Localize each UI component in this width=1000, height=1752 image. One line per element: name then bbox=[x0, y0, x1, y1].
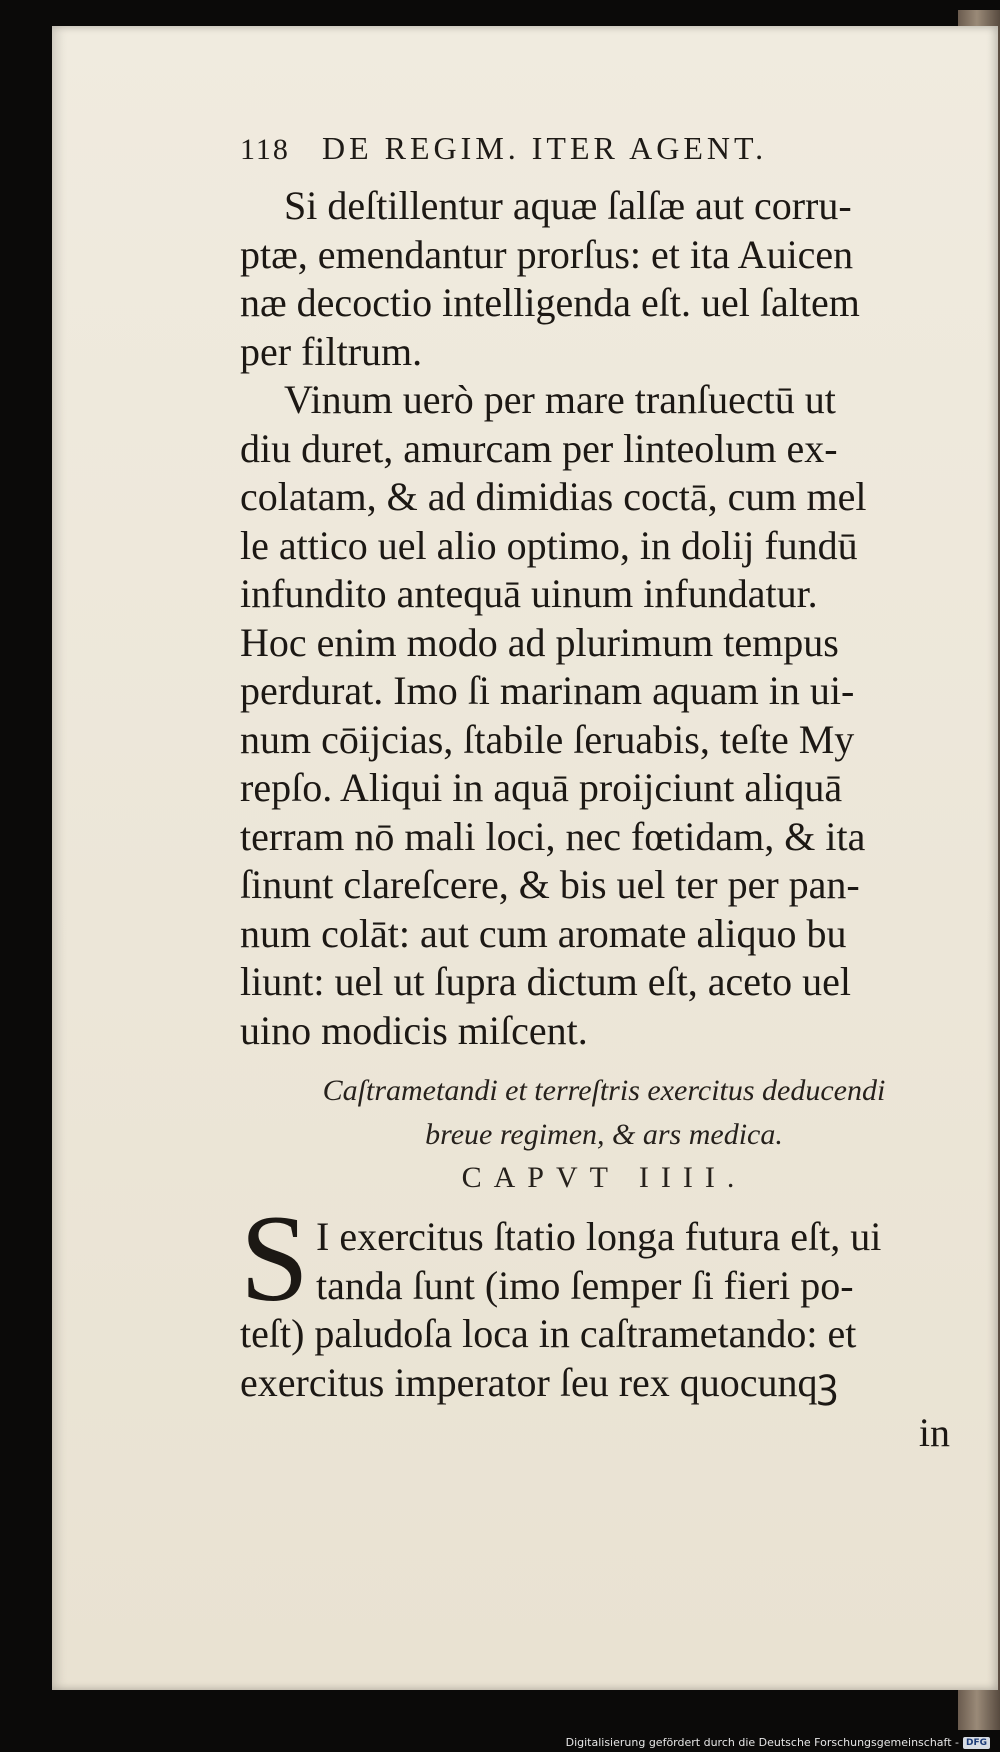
text-line: tanda ſunt (imo ſemper ſi fieri po- bbox=[316, 1262, 854, 1308]
running-title: DE REGIM. ITER AGENT. bbox=[322, 130, 768, 166]
text-line: Si deſtillentur aquæ ſalſæ aut corru- bbox=[284, 183, 852, 228]
text-line: I exercitus ſtatio longa futura eſt, ui bbox=[316, 1214, 882, 1259]
text-line: num colāt: aut cum aromate aliquo bu bbox=[240, 910, 847, 956]
catchword: in bbox=[918, 1410, 950, 1455]
drop-cap-initial: S bbox=[240, 1190, 309, 1327]
text-line: liunt: uel ut ſupra dictum eſt, aceto uel bbox=[240, 959, 851, 1004]
text-block bbox=[240, 130, 968, 1457]
running-head bbox=[240, 130, 968, 182]
text-line: Hoc enim modo ad plurimum tempus bbox=[240, 619, 839, 665]
paragraph-1 bbox=[240, 182, 968, 376]
chapter-text bbox=[240, 1190, 968, 1407]
text-line: le attico uel alio optimo, in dolij fundū bbox=[240, 522, 858, 568]
text-line: num cōijcias, ſtabile ſeruabis, teſte My bbox=[240, 716, 855, 762]
text-line: ſinunt clareſcere, & bis uel ter per pan- bbox=[240, 862, 860, 907]
text-line: exercitus imperator ſeu rex quocunqꝫ bbox=[240, 1359, 838, 1405]
text-line: perdurat. Imo ſi marinam aquam in ui- bbox=[240, 668, 855, 713]
paragraph-2 bbox=[240, 376, 968, 1055]
chapter-summary-line: breue regimen, & ars medica. bbox=[425, 1118, 783, 1151]
text-line: næ decoctio intelligenda eſt. uel ſaltem bbox=[240, 280, 860, 325]
text-line: ptæ, emendantur prorſus: et ita Auicen bbox=[240, 231, 854, 277]
page-number: 118 bbox=[240, 133, 290, 166]
dfg-logo: DFG bbox=[963, 1737, 990, 1749]
text-line: diu duret, amurcam per linteolum ex- bbox=[240, 425, 838, 471]
text-line: colatam, & ad dimidias coctā, cum mel bbox=[240, 474, 867, 519]
chapter-label: CAPVT IIII. bbox=[461, 1161, 747, 1194]
text-line: terram nō mali loci, nec fœtidam, & ita bbox=[240, 813, 866, 859]
chapter-summary bbox=[240, 1069, 968, 1157]
text-line: uino modicis miſcent. bbox=[240, 1007, 588, 1053]
credit-text: Digitalisierung gefördert durch die Deutsche Forschungsgemeinschaft - bbox=[565, 1736, 959, 1749]
book-page bbox=[52, 26, 998, 1690]
chapter-summary-line: Caſtrametandi et terreſtris exercitus deducendi bbox=[322, 1074, 886, 1107]
text-line: teſt) paludoſa loca in caſtrametando: et bbox=[240, 1311, 857, 1356]
text-line: infundito antequā uinum infundatur. bbox=[240, 571, 818, 616]
digitization-credit bbox=[566, 1736, 990, 1749]
text-line: Vinum uerò per mare tranſuectū ut bbox=[284, 377, 836, 422]
text-line: per filtrum. bbox=[240, 328, 423, 374]
text-line: repſo. Aliqui in aquā proijciunt aliquā bbox=[240, 765, 843, 810]
